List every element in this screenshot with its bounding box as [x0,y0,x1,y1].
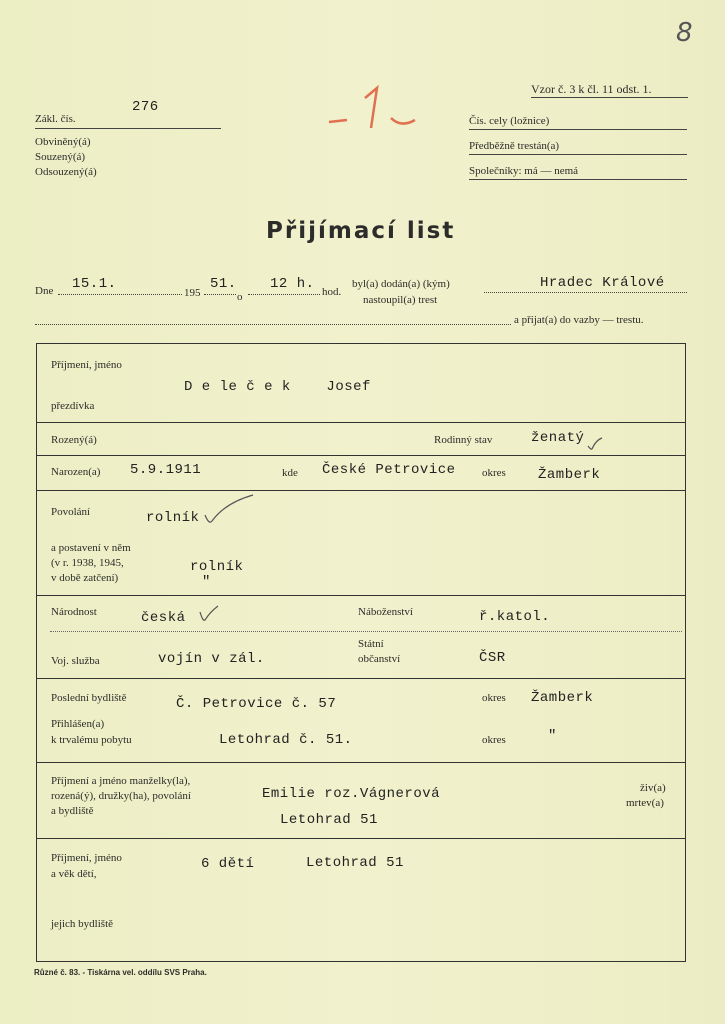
children-address-value: Letohrad 51 [306,855,404,871]
residence-district-label: okres [482,692,506,704]
citizenship-value: ČSR [479,650,506,666]
page-title: Přijímací list [266,218,456,244]
children-label-2: a věk dětí, [51,868,97,880]
citizenship-label-1: Státní [358,638,384,650]
spouse-label-2: rozená(ý), družky(ha), povolání [51,790,191,802]
year-value: 51. [210,276,237,292]
name-label: Příjmení, jméno [51,359,122,371]
marital-value: ženatý [531,430,585,446]
form-reference: Vzor č. 3 k čl. 11 odst. 1. [531,82,652,96]
birth-district-label: okres [482,467,506,479]
alive-label: živ(a) [640,782,666,794]
started-sentence-label: nastoupil(a) trest [363,294,438,306]
occupation-value: rolník [146,510,200,526]
position-ditto: " [202,574,211,590]
nationality-value: česká [141,610,186,626]
check-mark-icon [203,493,255,527]
spouse-address-value: Letohrad 51 [280,812,378,828]
hour-value: 12 h. [270,276,315,292]
position-value: rolník [190,559,244,575]
marital-label: Rodinný stav [434,434,493,446]
year-prefix: 195 [184,287,201,299]
children-residence-label: jejich bydliště [51,918,114,930]
position-label-3: v době zatčení) [51,572,119,584]
registered-value: Letohrad č. 51. [219,732,353,748]
cell-label: Čís. cely (ložnice) [469,115,550,127]
spouse-label-3: a bydliště [51,805,94,817]
spouse-label-1: Příjmení a jméno manželky(la), [51,775,191,787]
position-label-2: (v r. 1938, 1945, [51,557,124,569]
check-mark-icon [198,604,220,624]
birthplace-label: kde [282,467,298,479]
accomplices-label: Společníky: má — nemá [469,165,579,177]
registered-district-value: " [548,728,557,744]
children-label-1: Příjmení, jméno [51,852,122,864]
dead-label: mrtev(a) [626,797,664,809]
birthplace-value: České Petrovice [322,462,456,478]
birth-district-value: Žamberk [538,467,601,483]
previously-convicted-label: Předběžně trestán(a) [469,140,560,152]
registered-label-1: Přihlášen(a) [51,718,105,730]
date-value: 15.1. [72,276,117,292]
citizenship-label-2: občanství [358,653,401,665]
admitted-label: a přijat(a) do vazby — trestu. [514,314,644,326]
nationality-label: Národnost [51,606,97,618]
residence-label: Poslední bydliště [51,692,127,704]
residence-value: Č. Petrovice č. 57 [176,696,337,712]
religion-value: ř.katol. [479,609,551,625]
printer-footer: Různé č. 83. - Tiskárna vel. oddílu SVS Praha. [34,968,207,977]
status-convicted: Odsouzený(á) [35,166,97,178]
red-handwritten-mark [325,84,420,134]
military-label: Voj. služba [51,655,100,667]
born-name-label: Rozený(á) [51,434,97,446]
delivered-by-label: byl(a) dodán(a) (kým) [352,278,450,290]
birth-label: Narozen(a) [51,466,101,478]
zakl-cis-value: 276 [132,99,159,115]
registered-label-2: k trvalému pobytu [51,734,132,746]
religion-label: Náboženství [358,606,413,618]
name-value: D e le č e k Josef [184,379,371,395]
dne-label: Dne [35,285,54,297]
registered-district-label: okres [482,734,506,746]
hod-label: hod. [322,286,342,298]
birth-value: 5.9.1911 [130,462,202,478]
residence-district-value: Žamberk [531,690,594,706]
zakl-cis-label: Zákl. čís. [35,113,76,125]
occupation-label: Povolání [51,506,91,518]
year-suffix: o [237,291,243,303]
delivered-by-value: Hradec Králové [540,275,665,291]
page-number: 8 [676,18,693,48]
status-accused: Obviněný(á) [35,136,91,148]
position-label-1: a postavení v něm [51,542,131,554]
children-value: 6 dětí [201,856,255,872]
status-tried: Souzený(á) [35,151,86,163]
spouse-value: Emilie roz.Vágnerová [262,786,441,802]
military-value: vojín v zál. [158,651,265,667]
nickname-label: přezdívka [51,400,95,412]
check-mark-icon [586,436,604,452]
